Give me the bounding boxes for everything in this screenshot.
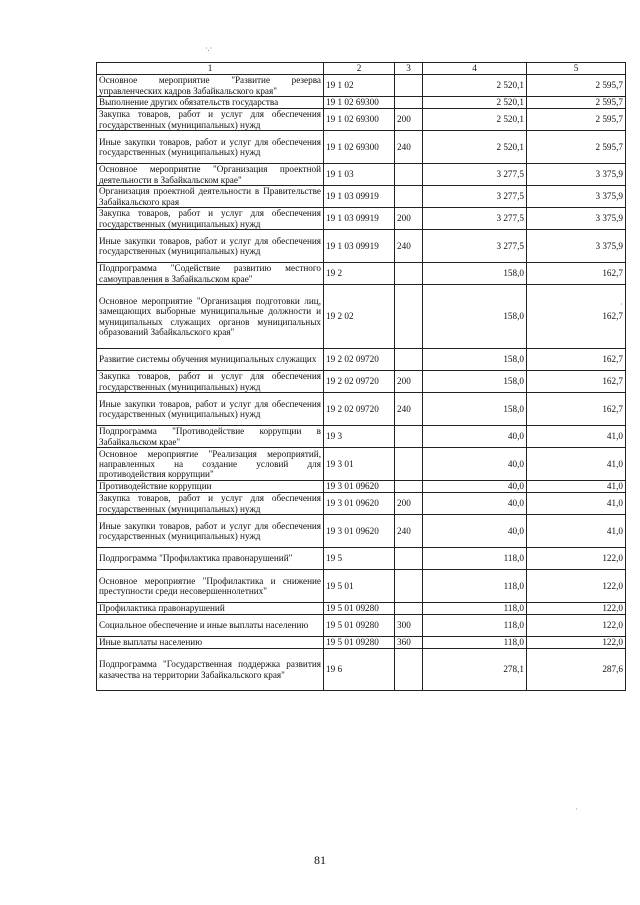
table-header-row	[97, 63, 626, 75]
row-name-cell: Основное мероприятие "Профилактика и снижение преступности среди несовершеннолетних"	[97, 570, 324, 603]
row-type-cell	[395, 570, 423, 603]
row-type-cell	[395, 481, 423, 493]
row-code-cell: 19 1 02 69300	[324, 131, 395, 164]
row-code-cell: 19 2 02 09720	[324, 393, 395, 426]
row-type-cell: 200	[395, 371, 423, 393]
row-value-2020-cell: 2 595,7	[527, 97, 626, 109]
row-value-2020-cell: 41,0	[527, 493, 626, 515]
row-name-cell: Иные выплаты населению	[97, 637, 324, 649]
row-name-cell: Иные закупки товаров, работ и услуг для обеспечения государственных (муниципальных) нужд	[97, 515, 324, 548]
row-value-2019-cell: 40,0	[423, 493, 527, 515]
row-type-cell: 200	[395, 109, 423, 131]
row-value-2020-cell: 162,7	[527, 371, 626, 393]
row-value-2020-cell: 162,7	[527, 349, 626, 371]
table-row	[97, 493, 626, 515]
col-header-4: 4	[423, 63, 527, 75]
row-code-cell: 19 1 02 69300	[324, 109, 395, 131]
row-name-cell: Подпрограмма "Государственная поддержка развития казачества на территории Забайкальского края"	[97, 649, 324, 691]
row-code-cell: 19 3 01 09620	[324, 493, 395, 515]
row-value-2019-cell: 118,0	[423, 603, 527, 615]
row-value-2020-cell: 287,6	[527, 649, 626, 691]
row-code-cell: 19 1 03 09919	[324, 186, 395, 208]
row-value-2019-cell: 3 277,5	[423, 230, 527, 263]
row-value-2019-cell: 40,0	[423, 448, 527, 481]
row-code-cell: 19 2 02 09720	[324, 371, 395, 393]
table-row	[97, 393, 626, 426]
row-value-2019-cell: 158,0	[423, 393, 527, 426]
row-code-cell: 19 1 02 69300	[324, 97, 395, 109]
table-row	[97, 164, 626, 186]
col-header-3: 3	[395, 63, 423, 75]
row-type-cell: 240	[395, 230, 423, 263]
row-name-cell: Противодействие коррупции	[97, 481, 324, 493]
col-header-5: 5	[527, 63, 626, 75]
row-code-cell: 19 3 01 09620	[324, 481, 395, 493]
table-row	[97, 426, 626, 448]
table-row	[97, 75, 626, 97]
row-value-2019-cell: 3 277,5	[423, 208, 527, 230]
row-value-2020-cell: 3 375,9	[527, 208, 626, 230]
row-name-cell: Основное мероприятие "Развитие резерва управленческих кадров Забайкальского края"	[97, 75, 324, 97]
row-name-cell: Организация проектной деятельности в Правительстве Забайкальского края	[97, 186, 324, 208]
table-row	[97, 637, 626, 649]
row-type-cell	[395, 164, 423, 186]
table-row	[97, 448, 626, 481]
row-name-cell: Профилактика правонарушений	[97, 603, 324, 615]
row-code-cell: 19 2	[324, 263, 395, 285]
row-code-cell: 19 5 01 09280	[324, 637, 395, 649]
table-row	[97, 515, 626, 548]
page-number: 81	[314, 853, 326, 867]
row-value-2020-cell: 41,0	[527, 481, 626, 493]
row-value-2020-cell: 122,0	[527, 615, 626, 637]
row-value-2020-cell: 2 595,7	[527, 75, 626, 97]
row-type-cell	[395, 426, 423, 448]
row-type-cell: 200	[395, 493, 423, 515]
row-code-cell: 19 3	[324, 426, 395, 448]
row-value-2020-cell: 3 375,9	[527, 164, 626, 186]
row-type-cell	[395, 186, 423, 208]
row-name-cell: Иные закупки товаров, работ и услуг для обеспечения государственных (муниципальных) нужд	[97, 230, 324, 263]
row-code-cell: 19 1 03 09919	[324, 230, 395, 263]
row-value-2019-cell: 40,0	[423, 481, 527, 493]
row-type-cell: 240	[395, 393, 423, 426]
row-value-2019-cell: 158,0	[423, 263, 527, 285]
table-row	[97, 186, 626, 208]
row-value-2019-cell: 40,0	[423, 426, 527, 448]
row-name-cell: Иные закупки товаров, работ и услуг для обеспечения государственных (муниципальных) нужд	[97, 393, 324, 426]
row-name-cell: Выполнение других обязательств государства	[97, 97, 324, 109]
row-code-cell: 19 5	[324, 548, 395, 570]
row-name-cell: Основное мероприятие "Организация подготовки лиц, замещающих выборные муниципальные должности и муниципальных служащих органов муниципальных образований Забайкальского края"	[97, 285, 324, 349]
row-type-cell: 360	[395, 637, 423, 649]
row-type-cell	[395, 263, 423, 285]
scan-speck: ·.·	[205, 44, 213, 53]
row-type-cell: 240	[395, 515, 423, 548]
row-value-2020-cell: 122,0	[527, 637, 626, 649]
row-type-cell: 240	[395, 131, 423, 164]
row-name-cell: Закупка товаров, работ и услуг для обеспечения государственных (муниципальных) нужд	[97, 371, 324, 393]
table-row	[97, 131, 626, 164]
row-name-cell: Закупка товаров, работ и услуг для обеспечения государственных (муниципальных) нужд	[97, 208, 324, 230]
row-name-cell: Основное мероприятие "Реализация мероприятий, направленных на создание условий для противодействия коррупции"	[97, 448, 324, 481]
row-type-cell	[395, 448, 423, 481]
row-value-2020-cell: 162,7	[527, 263, 626, 285]
row-value-2019-cell: 3 277,5	[423, 164, 527, 186]
budget-table	[96, 62, 626, 691]
row-value-2020-cell: 41,0	[527, 515, 626, 548]
row-name-cell: Закупка товаров, работ и услуг для обеспечения государственных (муниципальных) нужд	[97, 109, 324, 131]
table-row	[97, 649, 626, 691]
table-row	[97, 230, 626, 263]
row-value-2020-cell: 3 375,9	[527, 186, 626, 208]
row-value-2019-cell: 2 520,1	[423, 131, 527, 164]
scan-speck: ·	[620, 300, 623, 309]
row-value-2020-cell: 41,0	[527, 448, 626, 481]
row-code-cell: 19 2 02 09720	[324, 349, 395, 371]
row-value-2020-cell: 2 595,7	[527, 131, 626, 164]
row-code-cell: 19 2 02	[324, 285, 395, 349]
row-value-2020-cell: 2 595,7	[527, 109, 626, 131]
row-code-cell: 19 6	[324, 649, 395, 691]
row-value-2020-cell: 122,0	[527, 548, 626, 570]
row-type-cell	[395, 285, 423, 349]
row-name-cell: Подпрограмма "Противодействие коррупции в Забайкальском крае"	[97, 426, 324, 448]
row-value-2019-cell: 2 520,1	[423, 75, 527, 97]
table-row	[97, 570, 626, 603]
row-value-2020-cell: 41,0	[527, 426, 626, 448]
table-row	[97, 603, 626, 615]
row-type-cell	[395, 349, 423, 371]
table-row	[97, 481, 626, 493]
table-row	[97, 285, 626, 349]
row-name-cell: Подпрограмма "Профилактика правонарушений"	[97, 548, 324, 570]
table-body	[97, 75, 626, 691]
row-code-cell: 19 1 02	[324, 75, 395, 97]
row-value-2019-cell: 3 277,5	[423, 186, 527, 208]
row-type-cell: 300	[395, 615, 423, 637]
row-type-cell	[395, 603, 423, 615]
table-row	[97, 371, 626, 393]
row-value-2020-cell: 122,0	[527, 603, 626, 615]
row-code-cell: 19 3 01	[324, 448, 395, 481]
row-name-cell: Развитие системы обучения муниципальных служащих	[97, 349, 324, 371]
row-value-2020-cell: 162,7	[527, 285, 626, 349]
row-code-cell: 19 5 01 09280	[324, 615, 395, 637]
row-type-cell: 200	[395, 208, 423, 230]
row-value-2019-cell: 2 520,1	[423, 97, 527, 109]
row-type-cell	[395, 97, 423, 109]
row-value-2019-cell: 2 520,1	[423, 109, 527, 131]
row-value-2020-cell: 3 375,9	[527, 230, 626, 263]
row-value-2020-cell: 122,0	[527, 570, 626, 603]
row-code-cell: 19 1 03 09919	[324, 208, 395, 230]
row-value-2019-cell: 118,0	[423, 637, 527, 649]
row-value-2019-cell: 118,0	[423, 615, 527, 637]
table-row	[97, 97, 626, 109]
table-row	[97, 349, 626, 371]
row-name-cell: Основное мероприятие "Организация проектной деятельности в Забайкальском крае"	[97, 164, 324, 186]
row-type-cell	[395, 548, 423, 570]
table-row	[97, 263, 626, 285]
table-row	[97, 615, 626, 637]
row-value-2019-cell: 158,0	[423, 371, 527, 393]
row-code-cell: 19 5 01 09280	[324, 603, 395, 615]
row-code-cell: 19 3 01 09620	[324, 515, 395, 548]
row-value-2019-cell: 40,0	[423, 515, 527, 548]
table-row	[97, 208, 626, 230]
scan-speck: ·	[575, 805, 578, 814]
row-value-2019-cell: 158,0	[423, 285, 527, 349]
table-row	[97, 548, 626, 570]
row-value-2019-cell: 118,0	[423, 570, 527, 603]
row-name-cell: Иные закупки товаров, работ и услуг для обеспечения государственных (муниципальных) нужд	[97, 131, 324, 164]
row-type-cell	[395, 649, 423, 691]
row-value-2019-cell: 278,1	[423, 649, 527, 691]
col-header-2: 2	[324, 63, 395, 75]
row-type-cell	[395, 75, 423, 97]
row-value-2019-cell: 158,0	[423, 349, 527, 371]
row-code-cell: 19 5 01	[324, 570, 395, 603]
row-name-cell: Социальное обеспечение и иные выплаты населению	[97, 615, 324, 637]
col-header-1: 1	[97, 63, 324, 75]
row-name-cell: Закупка товаров, работ и услуг для обеспечения государственных (муниципальных) нужд	[97, 493, 324, 515]
row-code-cell: 19 1 03	[324, 164, 395, 186]
row-value-2019-cell: 118,0	[423, 548, 527, 570]
row-value-2020-cell: 162,7	[527, 393, 626, 426]
table-row	[97, 109, 626, 131]
row-name-cell: Подпрограмма "Содействие развитию местного самоуправления в Забайкальском крае"	[97, 263, 324, 285]
